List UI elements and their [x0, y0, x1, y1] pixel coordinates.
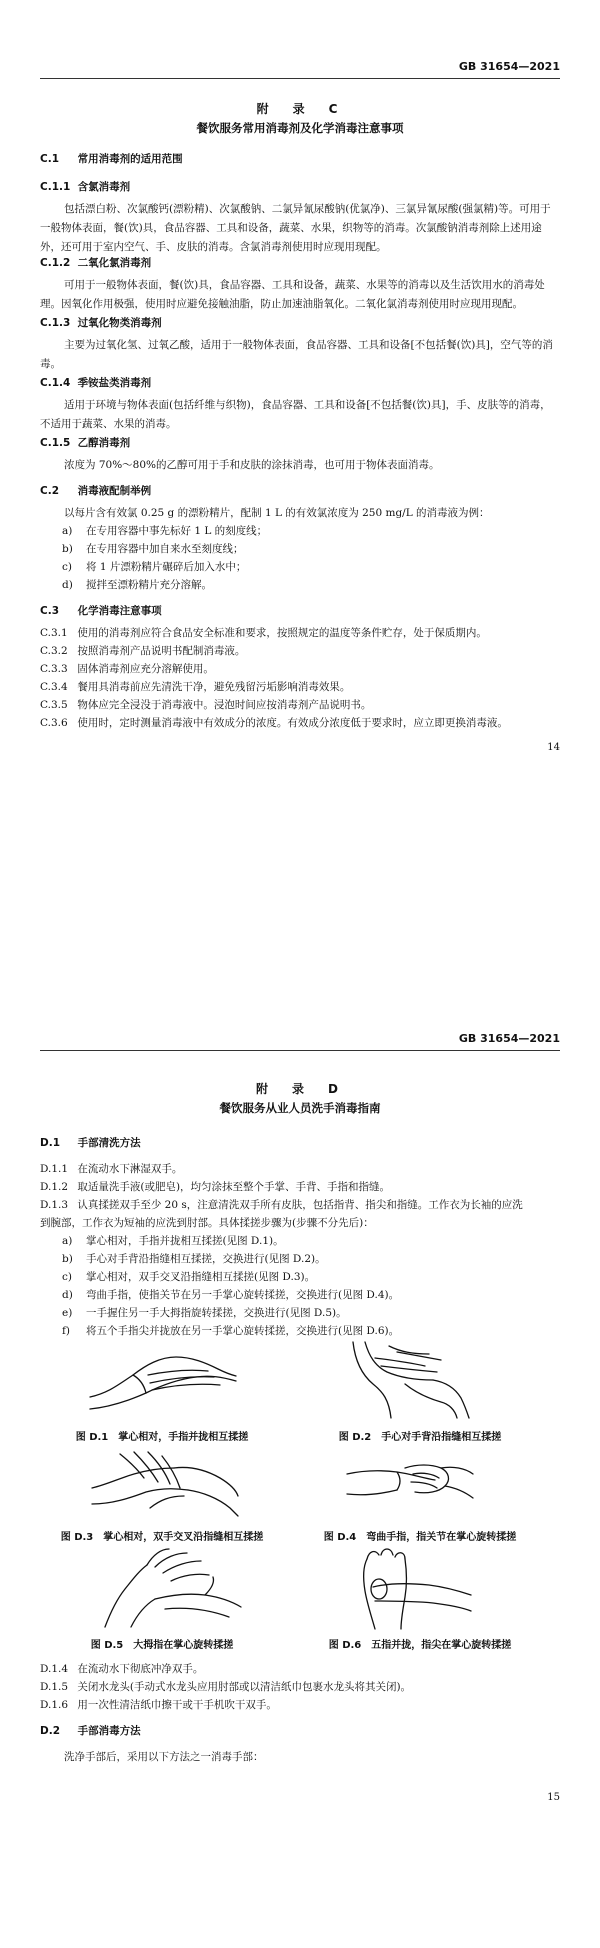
appendix-label: 附 录 D	[256, 1082, 344, 1096]
section-d1-heading: D.1 手部清洗方法	[40, 1137, 141, 1149]
clause-c34: C.3.4 餐用具消毒前应先清洗干净，避免残留污垢影响消毒效果。	[40, 681, 351, 693]
step-item: d) 弯曲手指，使指关节在另一手掌心旋转揉搓，交换进行(见图 D.4)。	[62, 1289, 400, 1301]
list-item: d) 搅拌至漂粉精片充分溶解。	[62, 579, 212, 591]
handwash-palm-over-back-illustration	[345, 1340, 475, 1420]
section-c1-heading: C.1 常用消毒剂的适用范围	[40, 153, 183, 165]
header-rule	[40, 1050, 560, 1051]
clause-d13-continued: 到腕部，工作衣为短袖的应洗到肘部。具体揉搓步骤为(步骤不分先后)：	[40, 1217, 374, 1229]
page-14	[0, 0, 600, 760]
section-d2-heading: D.2 手部消毒方法	[40, 1725, 141, 1737]
step-item: c) 掌心相对，双手交叉沿指缝相互揉搓(见图 D.3)。	[62, 1271, 316, 1283]
section-c11-text: 包括漂白粉、次氯酸钙(漂粉精)、次氯酸钠、二氯异氰尿酸钠(优氯净)、三氯异氰尿酸(强氯精)等。可用于一般物体表面，餐(饮)具，食品容器、工具和设备，蔬菜、水果，织物等的消毒。次氯酸钠消毒剂除上述用途外，还可用于室内空气、手、皮肤的消毒。含氯消毒剂使用时应现用现配。	[40, 203, 551, 253]
figure-d6-caption: 图 D.6 五指并拢，指尖在掌心旋转揉搓	[328, 1640, 512, 1651]
figure-d1-caption: 图 D.1 掌心相对，手指并拢相互揉搓	[75, 1432, 249, 1443]
step-item: b) 手心对手背沿指缝相互揉搓，交换进行(见图 D.2)。	[62, 1253, 326, 1265]
section-c15-text: 浓度为 70%～80%的乙醇可用于手和皮肤的涂抹消毒，也可用于物体表面消毒。	[64, 459, 440, 471]
section-c13-heading: C.1.3 过氧化物类消毒剂	[40, 317, 162, 329]
standard-header: GB 31654—2021	[458, 60, 560, 73]
clause-d13: D.1.3 认真揉搓双手至少 20 s，注意清洗双手所有皮肤，包括指背、指尖和指缝。工作衣为长袖的应洗	[40, 1199, 523, 1211]
section-c14-text: 适用于环境与物体表面(包括纤维与织物)，食品容器、工具和设备[不包括餐(饮)具]，手、皮肤等的消毒，不适用于蔬菜、水果的消毒。	[40, 399, 551, 430]
clause-c31: C.3.1 使用的消毒剂应符合食品安全标准和要求，按照规定的温度等条件贮存，处于保质期内。	[40, 627, 487, 639]
handwash-thumb-rotation-illustration	[95, 1545, 245, 1630]
appendix-label: 附 录 C	[256, 102, 344, 116]
section-c11-heading: C.1.1 含氯消毒剂	[40, 181, 131, 193]
clause-d15: D.1.5 关闭水龙头(手动式水龙头应用肘部或以清洁纸巾包裹水龙头将其关闭)。	[40, 1681, 412, 1693]
handwash-knuckles-in-palm-illustration	[345, 1448, 475, 1518]
clause-d16: D.1.6 用一次性清洁纸巾擦干或干手机吹干双手。	[40, 1699, 277, 1711]
section-c13-text: 主要为过氧化氢、过氧乙酸，适用于一般物体表面，食品容器、工具和设备[不包括餐(饮)具]，空气等的消毒。	[40, 339, 553, 370]
section-c3-heading: C.3 化学消毒注意事项	[40, 605, 162, 617]
page-number: 15	[547, 1792, 560, 1803]
page-15	[0, 1000, 600, 1948]
list-item: a) 在专用容器中事先标好 1 L 的刻度线；	[62, 525, 268, 537]
standard-header: GB 31654—2021	[458, 1032, 560, 1045]
step-item: e) 一手握住另一手大拇指旋转揉搓，交换进行(见图 D.5)。	[62, 1307, 347, 1319]
clause-c35: C.3.5 物体应完全浸没于消毒液中。浸泡时间应按消毒剂产品说明书。	[40, 699, 372, 711]
section-c15-heading: C.1.5 乙醇消毒剂	[40, 437, 131, 449]
header-rule	[40, 78, 560, 79]
clause-c33: C.3.3 固体消毒剂应充分溶解使用。	[40, 663, 214, 675]
section-c2-heading: C.2 消毒液配制举例	[40, 485, 152, 497]
step-item: a) 掌心相对，手指并拢相互揉搓(见图 D.1)。	[62, 1235, 284, 1247]
clause-d11: D.1.1 在流动水下淋湿双手。	[40, 1163, 183, 1175]
section-c2-text: 以每片含有效氯 0.25 g 的漂粉精片，配制 1 L 的有效氯浓度为 250 mg/L 的消毒液为例：	[64, 507, 490, 519]
figure-d2-caption: 图 D.2 手心对手背沿指缝相互揉搓	[338, 1432, 502, 1443]
list-item: c) 将 1 片漂粉精片碾碎后加入水中；	[62, 561, 247, 573]
handwash-palm-to-palm-illustration	[88, 1345, 238, 1415]
list-item: b) 在专用容器中加自来水至刻度线；	[62, 543, 244, 555]
step-item: f) 将五个手指尖并拢放在另一手掌心旋转揉搓，交换进行(见图 D.6)。	[62, 1325, 400, 1337]
figure-d3-caption: 图 D.3 掌心相对，双手交叉沿指缝相互揉搓	[60, 1532, 264, 1543]
figure-d5-caption: 图 D.5 大拇指在掌心旋转揉搓	[90, 1640, 234, 1651]
clause-d14: D.1.4 在流动水下彻底冲净双手。	[40, 1663, 204, 1675]
section-d2-text: 洗净手部后，采用以下方法之一消毒手部：	[64, 1751, 264, 1763]
clause-c32: C.3.2 按照消毒剂产品说明书配制消毒液。	[40, 645, 246, 657]
section-c14-heading: C.1.4 季铵盐类消毒剂	[40, 377, 152, 389]
appendix-title: 餐饮服务常用消毒剂及化学消毒注意事项	[196, 121, 404, 135]
handwash-interlaced-fingers-illustration	[90, 1448, 240, 1518]
handwash-fingertips-in-palm-illustration	[345, 1545, 475, 1630]
clause-d12: D.1.2 取适量洗手液(或肥皂)，均匀涂抹至整个手掌、手背、手指和指缝。	[40, 1181, 391, 1193]
section-c12-heading: C.1.2 二氧化氯消毒剂	[40, 257, 152, 269]
clause-c36: C.3.6 使用时，定时测量消毒液中有效成分的浓度。有效成分浓度低于要求时，应立即更换消毒液。	[40, 717, 508, 729]
page-number: 14	[547, 742, 560, 753]
figure-d4-caption: 图 D.4 弯曲手指，指关节在掌心旋转揉搓	[323, 1532, 517, 1543]
appendix-title: 餐饮服务从业人员洗手消毒指南	[219, 1101, 381, 1115]
section-c12-text: 可用于一般物体表面，餐(饮)具，食品容器、工具和设备，蔬菜、水果等的消毒以及生活饮用水的消毒处理。因氧化作用极强，使用时应避免接触油脂，防止加速油脂氧化。二氧化氯消毒剂使用时应现用现配。	[40, 279, 545, 310]
